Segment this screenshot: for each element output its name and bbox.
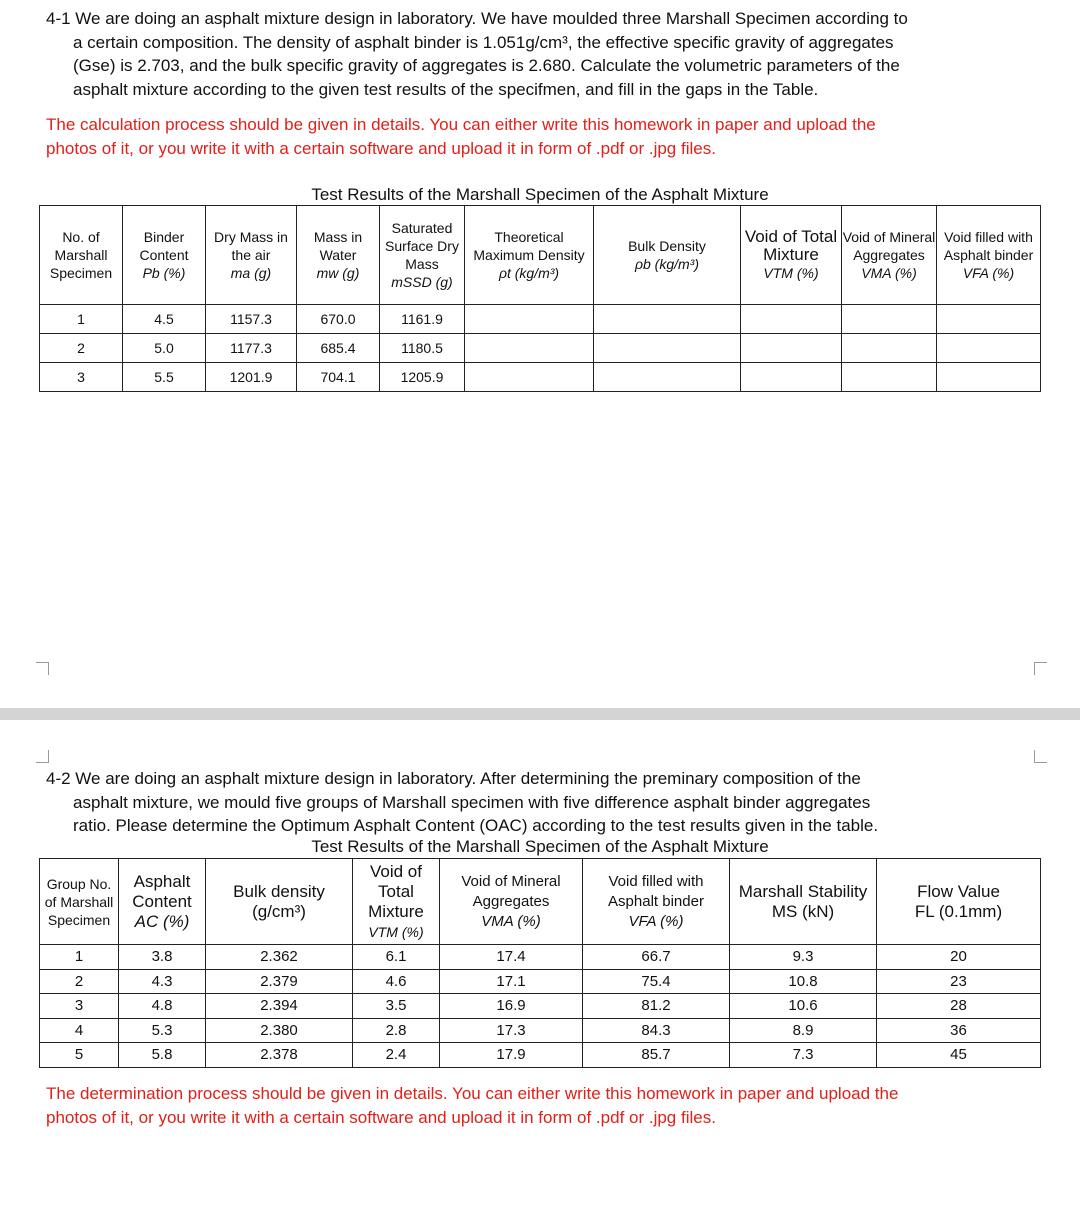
q1-cell: 685.4 — [297, 334, 380, 363]
q2-cell: 3 — [40, 994, 119, 1019]
q2-cell: 8.9 — [730, 1018, 877, 1043]
q1-cell: 1161.9 — [380, 305, 465, 334]
q1-blank-cell — [465, 305, 594, 334]
q2-cell: 1 — [40, 945, 119, 970]
q2-cell: 17.1 — [440, 969, 583, 994]
q2-cell: 4.6 — [353, 969, 440, 994]
q1-note-line-2: photos of it, or you write it with a certain software and upload it in form of .pdf or .jpg files. — [46, 138, 716, 158]
q2-cell: 28 — [877, 994, 1041, 1019]
q1-cell: 2 — [40, 334, 123, 363]
q2-note-line-1: The determination process should be given in details. You can either write this homework in paper and upload the — [46, 1084, 899, 1103]
q2-prompt-line-2: asphalt mixture, we mould five groups of Marshall specimen with five difference asphalt binder aggregates — [73, 792, 871, 812]
q1-col-vma: Void of Mineral Aggregates VMA (%) — [842, 206, 937, 305]
q1-table-row — [40, 363, 1041, 392]
q2-cell: 17.4 — [440, 945, 583, 970]
q2-cell: 2.8 — [353, 1018, 440, 1043]
q2-cell: 4 — [40, 1018, 119, 1043]
crop-mark-icon — [1034, 750, 1047, 763]
q2-cell: 84.3 — [583, 1018, 730, 1043]
q1-col-dry-mass: Dry Mass in the air ma (g) — [206, 206, 297, 305]
q1-col-vtm: Void of Total Mixture VTM (%) — [741, 206, 842, 305]
q1-blank-cell — [594, 334, 741, 363]
q1-blank-cell — [741, 334, 842, 363]
q1-table-row — [40, 334, 1041, 363]
q2-col-asphalt-content: Asphalt Content AC (%) — [119, 859, 206, 945]
q1-cell: 1 — [40, 305, 123, 334]
q2-cell: 2 — [40, 969, 119, 994]
q1-col-bulk-density: Bulk Density ρb (kg/m³) — [594, 206, 741, 305]
q2-cell: 4.8 — [119, 994, 206, 1019]
q1-prompt-line-3: (Gse) is 2.703, and the bulk specific gravity of aggregates is 2.680. Calculate the volumetric parameters of the — [73, 56, 900, 75]
q2-col-bulk-density: Bulk density (g/cm³) — [206, 859, 353, 945]
q1-blank-cell — [594, 363, 741, 392]
q2-results-table — [39, 858, 1041, 1068]
q1-blank-cell — [465, 363, 594, 392]
q2-cell: 6.1 — [353, 945, 440, 970]
q2-cell: 2.394 — [206, 994, 353, 1019]
q2-cell: 20 — [877, 945, 1041, 970]
q2-cell: 3.5 — [353, 994, 440, 1019]
q2-note-line-2: photos of it, or you write it with a certain software and upload it in form of .pdf or .jpg files. — [46, 1107, 716, 1127]
q2-cell: 10.6 — [730, 994, 877, 1019]
q2-table-caption: Test Results of the Marshall Specimen of the Asphalt Mixture — [311, 837, 769, 856]
q2-cell: 36 — [877, 1018, 1041, 1043]
q2-col-vfa: Void filled with Asphalt binder VFA (%) — [583, 859, 730, 945]
q2-cell: 17.3 — [440, 1018, 583, 1043]
q1-results-table — [39, 205, 1041, 392]
q1-cell: 1205.9 — [380, 363, 465, 392]
q1-cell: 1157.3 — [206, 305, 297, 334]
q2-table-row — [40, 969, 1041, 994]
q2-header-row — [40, 859, 1041, 945]
q2-col-group-no: Group No. of Marshall Specimen — [40, 859, 119, 945]
q1-prompt-line-4: asphalt mixture according to the given test results of the specifmen, and fill in the gaps in the Table. — [73, 79, 819, 99]
q2-cell: 81.2 — [583, 994, 730, 1019]
q2-prompt — [46, 767, 1036, 838]
q1-cell: 4.5 — [123, 305, 206, 334]
q1-cell: 5.5 — [123, 363, 206, 392]
q2-cell: 85.7 — [583, 1043, 730, 1068]
q1-col-binder-content: Binder Content Pb (%) — [123, 206, 206, 305]
q2-cell: 2.378 — [206, 1043, 353, 1068]
q2-cell: 2.4 — [353, 1043, 440, 1068]
q1-prompt-line-2: a certain composition. The density of asphalt binder is 1.051g/cm³, the effective specific gravity of aggregates — [73, 32, 894, 52]
q1-col-theoretical-density: Theoretical Maximum Density ρt (kg/m³) — [465, 206, 594, 305]
q2-cell: 5 — [40, 1043, 119, 1068]
q2-cell: 4.3 — [119, 969, 206, 994]
q1-blank-cell — [937, 334, 1041, 363]
q1-cell: 1201.9 — [206, 363, 297, 392]
q1-col-specimen-no: No. of Marshall Specimen — [40, 206, 123, 305]
q1-prompt-line-1: 4-1 We are doing an asphalt mixture design in laboratory. We have moulded three Marshall Specimen according to — [46, 9, 908, 28]
q2-col-vma: Void of Mineral Aggregates VMA (%) — [440, 859, 583, 945]
q1-blank-cell — [741, 305, 842, 334]
q1-blank-cell — [842, 334, 937, 363]
q2-cell: 5.8 — [119, 1043, 206, 1068]
q2-prompt-line-1: 4-2 We are doing an asphalt mixture design in laboratory. After determining the preminary composition of the — [46, 769, 861, 788]
q1-col-vfa: Void filled with Asphalt binder VFA (%) — [937, 206, 1041, 305]
q1-note-line-1: The calculation process should be given in details. You can either write this homework in paper and upload the — [46, 115, 876, 134]
q1-cell: 1177.3 — [206, 334, 297, 363]
q2-instruction-note — [46, 1082, 1036, 1129]
q2-cell: 2.362 — [206, 945, 353, 970]
q2-cell: 2.380 — [206, 1018, 353, 1043]
q2-cell: 16.9 — [440, 994, 583, 1019]
q1-blank-cell — [594, 305, 741, 334]
q2-cell: 3.8 — [119, 945, 206, 970]
q2-cell: 45 — [877, 1043, 1041, 1068]
q1-cell: 3 — [40, 363, 123, 392]
q2-col-stability: Marshall Stability MS (kN) — [730, 859, 877, 945]
q2-cell: 17.9 — [440, 1043, 583, 1068]
q2-prompt-line-3: ratio. Please determine the Optimum Asphalt Content (OAC) according to the test results given in the table. — [73, 816, 879, 835]
q1-blank-cell — [842, 305, 937, 334]
q2-cell: 5.3 — [119, 1018, 206, 1043]
page-2 — [0, 720, 1080, 1228]
q2-col-vtm: Void of Total Mixture VTM (%) — [353, 859, 440, 945]
q2-cell: 10.8 — [730, 969, 877, 994]
q1-blank-cell — [741, 363, 842, 392]
q2-cell: 75.4 — [583, 969, 730, 994]
q1-cell: 1180.5 — [380, 334, 465, 363]
q1-col-mass-water: Mass in Water mw (g) — [297, 206, 380, 305]
page-separator — [0, 708, 1080, 720]
q1-cell: 670.0 — [297, 305, 380, 334]
q1-header-row — [40, 206, 1041, 305]
q2-cell: 9.3 — [730, 945, 877, 970]
q1-cell: 5.0 — [123, 334, 206, 363]
crop-mark-icon — [1034, 662, 1047, 675]
q1-blank-cell — [937, 363, 1041, 392]
q2-col-flow-value: Flow Value FL (0.1mm) — [877, 859, 1041, 945]
q1-table-caption: Test Results of the Marshall Specimen of the Asphalt Mixture — [311, 185, 769, 204]
crop-mark-icon — [36, 750, 49, 763]
q1-col-ssd-mass: Saturated Surface Dry Mass mSSD (g) — [380, 206, 465, 305]
q2-cell: 2.379 — [206, 969, 353, 994]
q2-table-row — [40, 1018, 1041, 1043]
q2-cell: 7.3 — [730, 1043, 877, 1068]
q2-cell: 66.7 — [583, 945, 730, 970]
q2-table-row — [40, 994, 1041, 1019]
q1-blank-cell — [937, 305, 1041, 334]
q2-cell: 23 — [877, 969, 1041, 994]
q1-table-row — [40, 305, 1041, 334]
crop-mark-icon — [36, 662, 49, 675]
q1-blank-cell — [465, 334, 594, 363]
q2-table-row — [40, 945, 1041, 970]
q1-instruction-note — [46, 113, 1036, 160]
q1-blank-cell — [842, 363, 937, 392]
q1-cell: 704.1 — [297, 363, 380, 392]
q2-table-row — [40, 1043, 1041, 1068]
q1-prompt — [46, 7, 1036, 101]
